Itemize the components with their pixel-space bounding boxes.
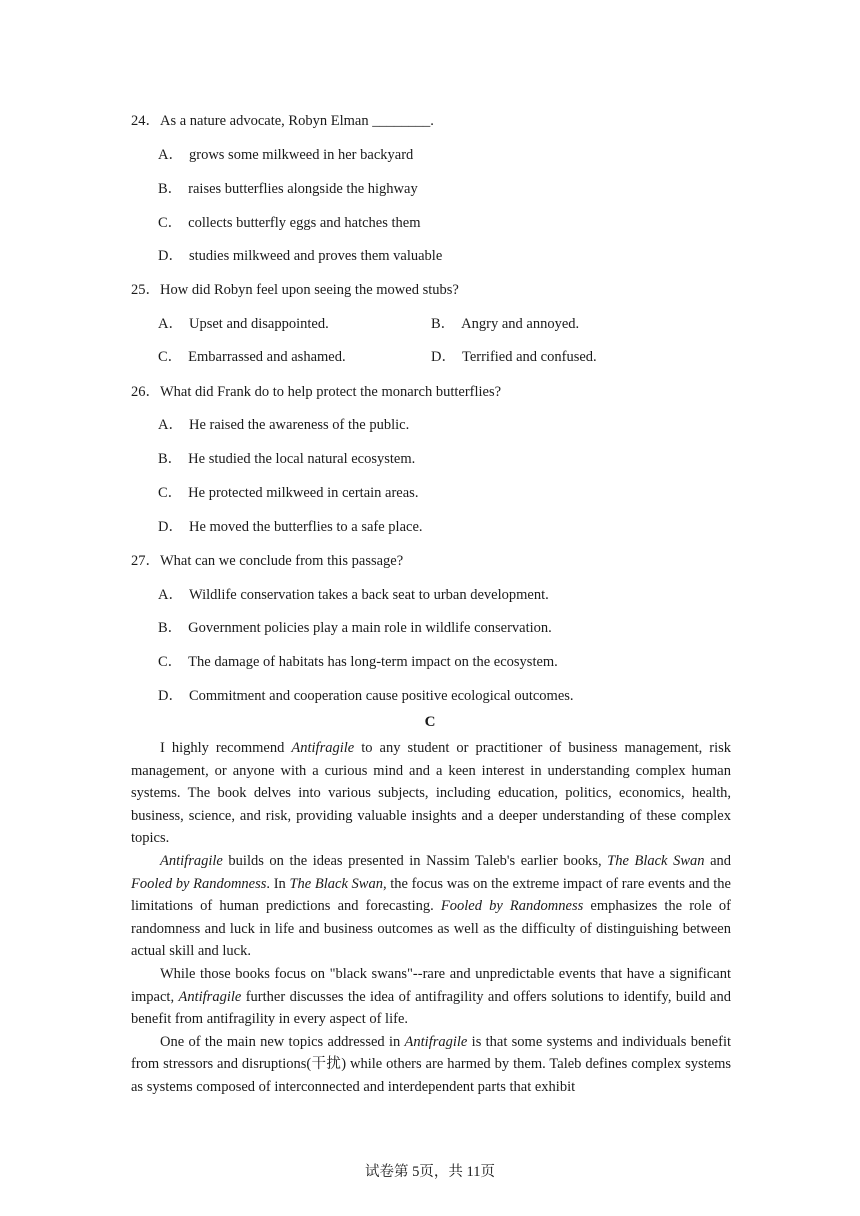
- paragraph-text: I highly recommend: [160, 740, 292, 756]
- passage-paragraph-2: [131, 850, 731, 963]
- question-25-option-a: A． Upset and disappointed.: [158, 316, 329, 332]
- question-25-option-d: D． Terrified and confused.: [431, 349, 597, 365]
- passage-paragraph-4: [131, 1031, 731, 1099]
- page-footer: 试卷第 5页，共 11页: [365, 1164, 495, 1180]
- book-title-text: Fooled by Randomness: [131, 875, 267, 892]
- book-title-text: Antifragile: [291, 740, 355, 756]
- book-title-text: The Black Swan: [607, 852, 705, 869]
- question-25-stem: 25．How did Robyn feel upon seeing the mowed stubs?: [131, 282, 459, 298]
- passage-paragraph-1: [131, 737, 731, 850]
- book-title-text: The Black Swan: [289, 875, 383, 892]
- question-24-option-b: B． raises butterflies alongside the highway: [158, 181, 418, 197]
- question-27-option-c: C． The damage of habitats has long-term impact on the ecosystem.: [158, 654, 558, 670]
- question-26-stem: 26．What did Frank do to help protect the monarch butterflies?: [131, 384, 502, 400]
- paragraph-text: emphasizes the role of randomness and luck in life and business outcomes as well as the difficulty of distinguishing between actual skill and luck.: [131, 898, 731, 960]
- question-24-option-c: C． collects butterfly eggs and hatches them: [158, 215, 421, 231]
- question-24-option-d: D． studies milkweed and proves them valuable: [158, 248, 443, 264]
- question-26-option-c: C． He protected milkweed in certain areas.: [158, 485, 419, 501]
- question-25-option-b: B． Angry and annoyed.: [431, 316, 580, 332]
- paragraph-text: to any student or practitioner of business management, risk management, or anyone with a curious mind and a keen interest in understanding complex human systems. The book delves into various subjects, including education, politics, economics, health, business, science, and risk, providing valuable insights and a deeper understanding of these complex topics.: [131, 740, 731, 847]
- question-27-option-a: A． Wildlife conservation takes a back seat to urban development.: [158, 587, 549, 603]
- paragraph-text: . In: [266, 875, 290, 892]
- question-27-stem: 27．What can we conclude from this passage?: [131, 553, 404, 569]
- question-27-option-d: D． Commitment and cooperation cause positive ecological outcomes.: [158, 688, 574, 704]
- section-heading: C: [424, 714, 436, 730]
- book-title-text: Fooled by Randomness: [440, 898, 584, 915]
- book-title-text: Antifragile: [160, 852, 223, 869]
- paragraph-text: , the focus was on the extreme impact of rare events and the limitations of human predictions and forecasting.: [131, 875, 731, 915]
- paragraph-text: While those books focus on "black swans"--rare and unpredictable events that have a significant impact,: [131, 965, 731, 1005]
- reading-passage: [131, 737, 731, 1099]
- question-26-option-b: B． He studied the local natural ecosystem.: [158, 451, 416, 467]
- question-26-option-d: D． He moved the butterflies to a safe place.: [158, 519, 423, 535]
- question-27-option-b: B． Government policies play a main role in wildlife conservation.: [158, 620, 552, 636]
- paragraph-text: further discusses the idea of antifragility and offers solutions to identify, build and benefit from antifragility in every aspect of life.: [131, 988, 731, 1028]
- question-24-option-a: A． grows some milkweed in her backyard: [158, 147, 414, 163]
- paragraph-text: One of the main new topics addressed in: [160, 1033, 405, 1050]
- book-title-text: Antifragile: [178, 988, 242, 1005]
- question-24-stem: 24．As a nature advocate, Robyn Elman ________.: [131, 113, 434, 129]
- question-26-option-a: A． He raised the awareness of the public.: [158, 417, 410, 433]
- paragraph-text: is that some systems and individuals benefit from stressors and disruptions(干扰) while others are harmed by them. Taleb defines complex systems as systems composed of interconnected and interdependent parts that exhibit: [131, 1033, 731, 1095]
- question-25-option-c: C． Embarrassed and ashamed.: [158, 349, 346, 365]
- book-title-text: Antifragile: [404, 1033, 468, 1050]
- passage-paragraph-3: [131, 963, 731, 1031]
- paragraph-text: and: [704, 852, 732, 869]
- paragraph-text: builds on the ideas presented in Nassim Taleb's earlier books,: [222, 852, 608, 869]
